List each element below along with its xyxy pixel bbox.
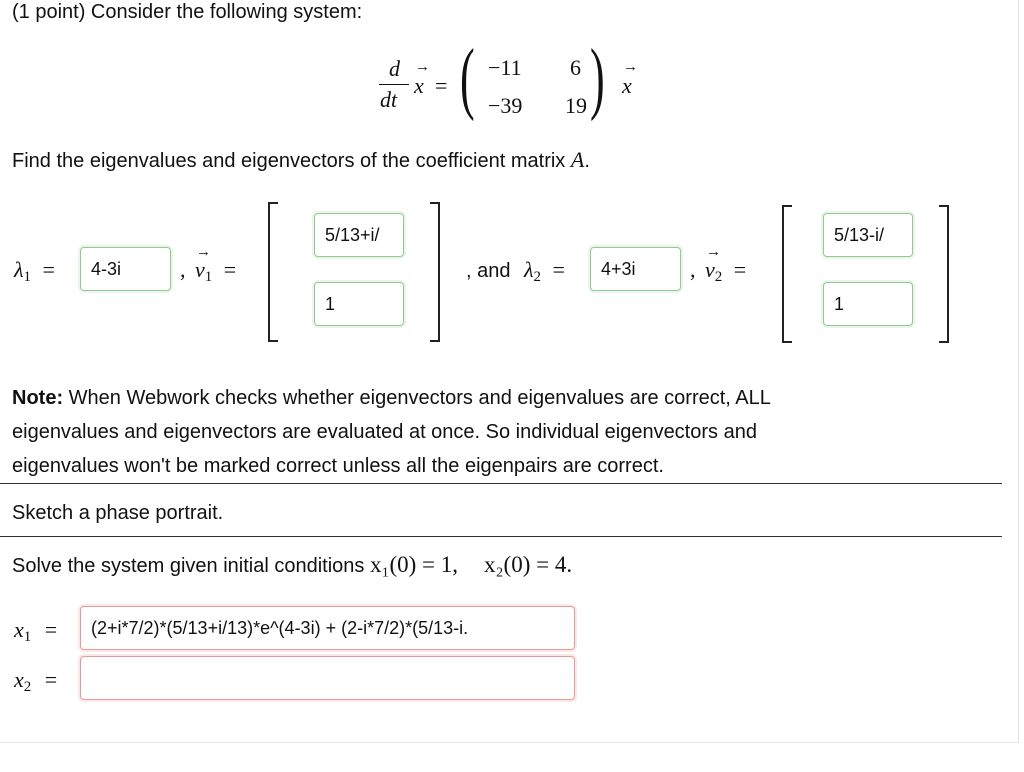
vector-arrow-icon: → <box>623 59 638 75</box>
problem-header: (1 point) Consider the following system: <box>12 1 363 23</box>
v1-left-bracket <box>268 202 278 342</box>
note-label: Note: <box>12 387 64 409</box>
divider-1 <box>0 483 1002 484</box>
vector-arrow-icon: → <box>415 59 430 75</box>
v2-top-input[interactable]: 5/13-i/ <box>823 213 913 257</box>
solve-instruction: Solve the system given initial conditions x₁(0) = 1, x₂(0) = 4. <box>12 552 573 577</box>
x2-label: $x_2$ = <box>14 667 58 695</box>
lambda1-input[interactable]: 4-3i <box>80 247 171 291</box>
derivative-dt: dt <box>380 87 398 112</box>
right-paren: ) <box>589 34 605 122</box>
v1-right-bracket <box>430 202 440 342</box>
vector-x-right: → x <box>622 59 638 98</box>
vector-x-left: → x <box>414 59 430 98</box>
vector-arrow-icon: → <box>706 244 721 260</box>
lambda1-label: $\lambda_1$ = <box>14 257 55 285</box>
v2-bottom-input[interactable]: 1 <box>823 282 913 326</box>
sketch-instruction: Sketch a phase portrait. <box>12 502 224 524</box>
v1-top-input[interactable]: 5/13+i/ <box>314 213 404 257</box>
eigen-prompt: Find the eigenvalues and eigenvectors of the coefficient matrix A. <box>12 147 590 172</box>
and-text: , and <box>466 260 511 282</box>
note-paragraph: Note: When Webwork checks whether eigenvectors and eigenvalues are correct, ALL eigenvalues and eigenvectors are evaluated at once. So individual eigenvectors and eigenvalues won't be marked correct unless all the eigenpairs are correct. <box>12 387 771 477</box>
x2-input[interactable] <box>80 656 575 700</box>
v2-left-bracket <box>782 205 792 343</box>
matrix-a12: 6 <box>570 55 581 80</box>
matrix-a21: −39 <box>488 93 523 118</box>
matrix-a22: 19 <box>565 93 587 118</box>
fraction-bar <box>379 84 409 85</box>
x1-label: $x_1$ = <box>14 617 58 645</box>
derivative-d: d <box>389 56 400 81</box>
equals-sign: = <box>435 73 448 98</box>
v1-bottom-input[interactable]: 1 <box>314 282 404 326</box>
lambda2-label: $\lambda_2$ = <box>524 257 565 285</box>
vector-arrow-icon: → <box>196 244 211 260</box>
initial-condition-2: x₂(0) = 4. <box>484 552 573 577</box>
v2-right-bracket <box>939 205 949 343</box>
lambda2-input[interactable]: 4+3i <box>590 247 681 291</box>
matrix-a11: −11 <box>488 55 522 80</box>
x1-input[interactable]: (2+i*7/2)*(5/13+i/13)*e^(4-3i) + (2-i*7/2)*(5/13-i. <box>80 606 575 650</box>
initial-condition-1: x₁(0) = 1, <box>369 552 459 577</box>
v1-label: , → $v_1$ = <box>180 244 237 285</box>
v2-label: , → $v_2$ = <box>690 244 747 285</box>
left-paren: ( <box>459 34 475 122</box>
divider-2 <box>0 536 1002 537</box>
